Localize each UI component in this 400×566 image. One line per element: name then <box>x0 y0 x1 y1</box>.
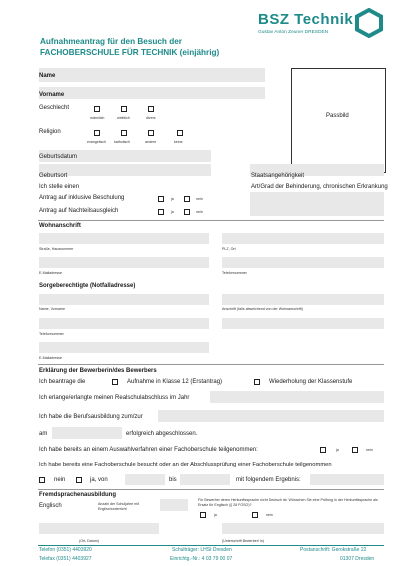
cb-herkunft-nein[interactable] <box>252 512 258 518</box>
divider-2 <box>38 364 384 365</box>
logo-subtitle: Gustav Anton Zeuner DRESDEN <box>258 30 329 35</box>
divider-3 <box>38 489 384 490</box>
strasse-field[interactable] <box>39 233 209 244</box>
cb-auswahl-ja[interactable] <box>320 447 326 453</box>
cb-beschulung-ja[interactable] <box>158 196 164 202</box>
wiederholung-label: Wiederholung der Klassenstufe <box>269 379 353 385</box>
anzahl-label: Anzahl der Schuljahre mit Englischunterricht <box>98 502 139 511</box>
antrag-nachteil-label: Antrag auf Nachteilsausgleich <box>39 208 119 214</box>
sorge-anschrift-field[interactable] <box>222 294 384 305</box>
plz-label: PLZ, Ort <box>222 247 236 251</box>
sorge-name-label: Name, Vorname <box>39 307 65 311</box>
telefon-field[interactable] <box>222 257 384 268</box>
vorname-label: Vorname <box>39 92 65 98</box>
fachoberschule-besucht-label: Ich habe bereits eine Fachoberschule besucht oder an der Abschlussprüfung einer Fachoberschule teilgenommen <box>39 462 332 468</box>
cb-auswahl-nein[interactable] <box>352 447 358 453</box>
footer-divider <box>38 545 384 546</box>
logo-text: BSZ Technik <box>258 11 354 28</box>
telefon-label: Telefonnummer <box>222 271 247 275</box>
cb-maennlich[interactable] <box>94 106 100 112</box>
footer-fax: Telefax (0351) 4403927 <box>39 556 92 562</box>
herkunft-nein: nein <box>266 513 273 517</box>
opt-evangelisch: evangelisch <box>87 140 106 144</box>
am-label: am <box>39 431 48 437</box>
ergebnis-field[interactable] <box>310 474 384 485</box>
plz-field[interactable] <box>222 233 384 244</box>
cb-aufnahme[interactable] <box>112 379 118 385</box>
sorge-telefon-field[interactable] <box>39 318 209 329</box>
cb-katholisch[interactable] <box>121 130 127 136</box>
besucht-nein-label: nein <box>54 477 66 483</box>
bis-field[interactable] <box>180 474 230 485</box>
passbild-box <box>291 68 386 173</box>
behinderung-label: Art/Grad der Behinderung, chronischen Erkrankung <box>251 184 388 190</box>
cb-evangelisch[interactable] <box>94 130 100 136</box>
cb-besucht-ja[interactable] <box>76 477 82 483</box>
passbild-label: Passbild <box>326 113 349 119</box>
behinderung-field[interactable] <box>250 192 384 216</box>
unterschrift-label: (Unterschrift Bewerber/ in) <box>222 539 264 543</box>
ich-stelle-einen: Ich stelle einen <box>39 184 80 190</box>
berufsausbildung-field[interactable] <box>158 410 384 422</box>
fremdsprachen-heading: Fremdsprachenausbildung <box>39 492 117 498</box>
am-field[interactable] <box>52 427 122 439</box>
beschulung-ja: ja <box>171 197 174 201</box>
anzahl-field[interactable] <box>160 499 188 511</box>
englisch-label: Englisch <box>39 503 62 509</box>
hexagon-logo-icon <box>354 8 384 38</box>
name-label: Name <box>39 73 56 79</box>
strasse-label: Straße, Hausnummer <box>39 247 74 251</box>
staatsangehoerigkeit-label: Staatsangehörigkeit <box>251 173 305 179</box>
beschulung-nein: nein <box>196 197 203 201</box>
ort-datum-field[interactable] <box>39 523 159 534</box>
sorge-email-field[interactable] <box>39 342 209 353</box>
cb-nachteil-nein[interactable] <box>184 209 190 215</box>
wohnanschrift-heading: Wohnanschrift <box>39 223 81 229</box>
bis-label: bis <box>169 477 177 483</box>
cb-nachteil-ja[interactable] <box>158 209 164 215</box>
von-field[interactable] <box>125 474 165 485</box>
sorge-name-field[interactable] <box>39 294 209 305</box>
opt-andere: andere <box>145 140 157 144</box>
sorge-email-label: E-Mailadresse <box>39 356 62 360</box>
footer-traeger: Schulträger: LHSt Dresden <box>172 547 232 553</box>
ort-datum-label: (Ort, Datum) <box>79 539 99 543</box>
unterschrift-field[interactable] <box>222 523 384 534</box>
herkunft-ja: ja <box>214 513 217 517</box>
ja-von-label: ja, von <box>90 477 108 483</box>
geschlecht-label: Geschlecht <box>39 105 70 111</box>
folgendem-label: mit folgendem Ergebnis: <box>236 477 301 483</box>
opt-divers: divers <box>146 116 156 120</box>
nachteil-ja: ja <box>171 210 174 214</box>
erklaerung-heading: Erklärung der Bewerberin/des Bewerbers <box>39 368 157 374</box>
sorge-telefon-label: Telefonnummer <box>39 332 64 336</box>
geburtsdatum-label: Geburtsdatum <box>39 154 78 160</box>
cb-weiblich[interactable] <box>121 106 127 112</box>
cb-besucht-nein[interactable] <box>39 477 45 483</box>
opt-keine: keine <box>174 140 183 144</box>
footer-tel: Telefon (0351) 4403920 <box>39 547 92 553</box>
form-title-line2: FACHOBERSCHULE FÜR TECHNIK (einjährig) <box>40 48 220 57</box>
beantrage-label: Ich beantrage die <box>39 379 86 385</box>
cb-keine[interactable] <box>177 130 183 136</box>
cb-andere[interactable] <box>148 130 154 136</box>
cb-herkunft-ja[interactable] <box>200 512 206 518</box>
footer-post1: Postanschrift: Gerokstraße 22 <box>300 547 367 553</box>
realschul-field[interactable] <box>210 391 384 403</box>
antrag-beschulung-label: Antrag auf inklusive Beschulung <box>39 195 125 201</box>
form-title-line1: Aufnahmeantrag für den Besuch der <box>40 37 182 46</box>
footer-einricht: Einrichtg.-Nr.: 4 03 79 00 07 <box>170 556 233 562</box>
opt-maennlich: männlich <box>90 116 105 120</box>
sorge-anschrift-label: Anschrift (falls abweichend von der Wohnanschrift) <box>222 307 303 311</box>
auswahlverfahren-label: Ich habe bereits an einem Auswahlverfahren einer Fachoberschule teilgenommen: <box>39 447 258 453</box>
sorgeberechtigte-heading: Sorgeberechtigte (Notfalladresse) <box>39 283 136 289</box>
berufsausbildung-label: Ich habe die Berufsausbildung zum/zur <box>39 414 143 420</box>
religion-label: Religion <box>39 129 61 135</box>
email-label: E-Mailadresse <box>39 271 62 275</box>
opt-weiblich: weiblich <box>117 116 130 120</box>
erfolgreich-label: erfolgreich abgeschlossen. <box>126 431 198 437</box>
realschul-label: Ich erlange/erlangte meinen Realschulabschluss im Jahr <box>39 395 190 401</box>
vorname-field[interactable] <box>39 87 265 99</box>
geburtsort-label: Geburtsort <box>39 173 68 179</box>
cb-divers[interactable] <box>148 106 154 112</box>
bewerber-text: Für Bewerber deren Herkunftssprache nicht Deutsch ist: Wünschen Sie eine Prüfung in der Herkunftssprache als Ersatz für Englisch (§ 28 FOSO)? <box>198 498 378 507</box>
opt-katholisch: katholisch <box>114 140 130 144</box>
cb-wiederholung[interactable] <box>254 379 260 385</box>
sorge-anschrift-field2[interactable] <box>222 318 384 329</box>
aufnahme-label: Aufnahme in Klasse 12 (Erstantrag) <box>127 379 223 385</box>
footer-post2: 01307 Dresden <box>340 556 375 562</box>
divider-1 <box>38 220 384 221</box>
auswahl-ja: ja <box>336 448 339 452</box>
cb-beschulung-nein[interactable] <box>184 196 190 202</box>
email-field[interactable] <box>39 257 209 268</box>
school-logo <box>258 10 388 42</box>
nachteil-nein: nein <box>196 210 203 214</box>
name-field[interactable] <box>39 68 265 82</box>
auswahl-nein: nein <box>366 448 373 452</box>
